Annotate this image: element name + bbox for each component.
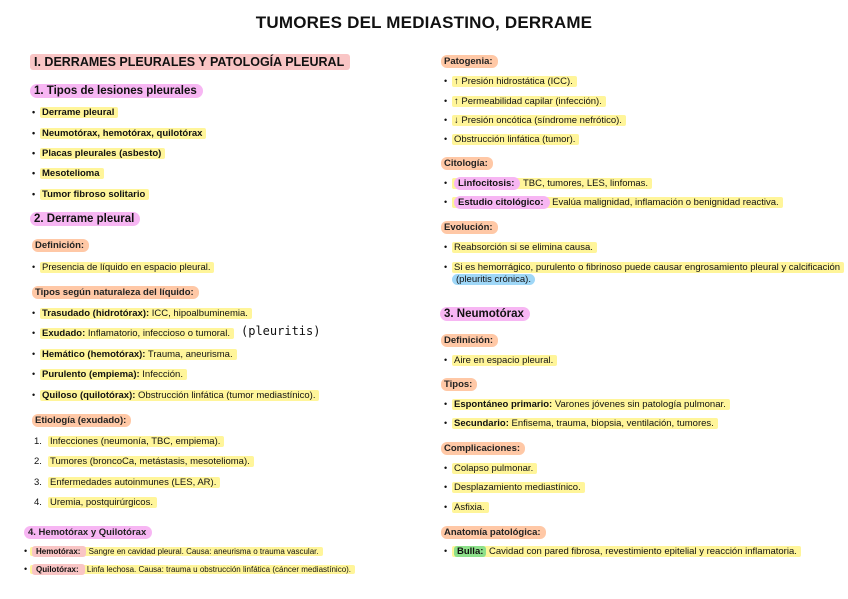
list-item bbox=[444, 502, 489, 513]
list-item bbox=[444, 463, 537, 474]
subsection-4-text: 4. Hemotórax y Quilotórax bbox=[24, 526, 152, 539]
list-item-text bbox=[452, 178, 652, 189]
list-item bbox=[444, 76, 577, 87]
list-item bbox=[24, 564, 355, 574]
bullet-icon: • bbox=[32, 107, 36, 117]
list-item-text: Placas pleurales (asbesto) bbox=[40, 148, 165, 159]
bullet-icon: • bbox=[32, 128, 36, 138]
list-item bbox=[32, 369, 187, 380]
pathogenesis-label-text: Patogenia: bbox=[441, 55, 498, 68]
page-title: TUMORES DEL MEDIASTINO, DERRAME bbox=[255, 13, 593, 32]
list-item-continuation bbox=[452, 274, 535, 285]
definition-label-text: Definición: bbox=[32, 239, 89, 252]
list-item-text: Presencia de líquido en espacio pleural. bbox=[40, 262, 214, 273]
list-item bbox=[444, 115, 626, 126]
pathogenesis-label bbox=[441, 56, 498, 67]
bullet-icon: • bbox=[444, 178, 448, 188]
definition-label bbox=[32, 240, 89, 251]
bullet-icon: • bbox=[444, 242, 448, 252]
pathology-label-text: Anatomía patológica: bbox=[441, 526, 546, 539]
list-item-text bbox=[40, 369, 187, 380]
bullet-icon: • bbox=[444, 546, 448, 556]
list-item bbox=[32, 349, 237, 360]
item-detail: Sangre en cavidad pleural. Causa: aneurisma o trauma vascular. bbox=[86, 547, 319, 556]
item-detail: Enfisema, trauma, biopsia, ventilación, tumores. bbox=[508, 418, 714, 429]
list-item-text: Neumotórax, hemotórax, quilotórax bbox=[40, 128, 206, 139]
item-detail: ICC, hipoalbuminemia. bbox=[149, 308, 248, 319]
numbered-item-text: Tumores (broncoCa, metástasis, mesotelioma). bbox=[48, 456, 254, 467]
list-item-text bbox=[452, 197, 783, 208]
bullet-icon: • bbox=[444, 197, 448, 207]
bullet-icon: • bbox=[444, 418, 448, 428]
list-item bbox=[32, 328, 234, 339]
cytology-label bbox=[441, 158, 493, 169]
item-number: 1. bbox=[34, 436, 42, 447]
list-item-text: Asfixia. bbox=[452, 502, 489, 513]
item-detail: Infección. bbox=[139, 369, 183, 380]
list-item bbox=[32, 390, 319, 401]
list-item-text: ↑ Presión hidrostática (ICC). bbox=[452, 76, 577, 87]
numbered-item bbox=[34, 497, 157, 508]
list-item bbox=[444, 418, 718, 429]
etiology-label bbox=[32, 415, 131, 426]
bullet-icon: • bbox=[444, 262, 448, 272]
bullet-icon: • bbox=[444, 115, 448, 125]
list-item bbox=[32, 128, 206, 139]
list-item-continuation-text: (pleuritis crónica). bbox=[452, 274, 535, 285]
list-item bbox=[444, 242, 597, 253]
list-item-text bbox=[40, 349, 237, 360]
bullet-icon: • bbox=[444, 463, 448, 473]
item-detail: Trauma, aneurisma. bbox=[145, 349, 233, 360]
list-item-text bbox=[452, 418, 718, 429]
item-bold: Hemotórax: bbox=[32, 546, 86, 557]
bullet-icon: • bbox=[32, 189, 36, 199]
bullet-icon: • bbox=[24, 546, 28, 556]
numbered-item bbox=[34, 436, 224, 447]
list-item-text bbox=[452, 546, 801, 557]
bullet-icon: • bbox=[32, 369, 36, 379]
subsection-3-heading bbox=[440, 308, 530, 320]
bullet-icon: • bbox=[32, 168, 36, 178]
bullet-icon: • bbox=[32, 308, 36, 318]
list-item bbox=[444, 134, 579, 145]
pneumothorax-types-label bbox=[441, 379, 477, 390]
list-item-text: ↑ Permeabilidad capilar (infección). bbox=[452, 96, 606, 107]
subsection-2-heading bbox=[30, 213, 140, 225]
list-item bbox=[444, 197, 783, 208]
list-item bbox=[32, 308, 252, 319]
list-item-text bbox=[30, 547, 323, 556]
numbered-item bbox=[34, 456, 254, 467]
bullet-icon: • bbox=[444, 76, 448, 86]
numbered-item-text: Uremia, postquirúrgicos. bbox=[48, 497, 157, 508]
list-item bbox=[32, 107, 118, 118]
pneumothorax-definition-label-text: Definición: bbox=[441, 334, 498, 347]
item-bold: Purulento (empiema): bbox=[42, 369, 140, 380]
list-item bbox=[32, 148, 165, 159]
list-item bbox=[32, 189, 149, 200]
numbered-item bbox=[34, 477, 220, 488]
item-number: 3. bbox=[34, 477, 42, 488]
bullet-icon: • bbox=[32, 328, 36, 338]
subsection-2-text: 2. Derrame pleural bbox=[30, 212, 140, 226]
list-item bbox=[444, 482, 585, 493]
fluid-types-label bbox=[32, 287, 199, 298]
item-number: 2. bbox=[34, 456, 42, 467]
list-item bbox=[444, 262, 844, 273]
etiology-label-text: Etiología (exudado): bbox=[32, 414, 131, 427]
section-1-heading bbox=[30, 55, 350, 69]
cytology-label-text: Citología: bbox=[441, 157, 493, 170]
list-item-text: Si es hemorrágico, purulento o fibrinoso puede causar engrosamiento pleural y calcificación bbox=[452, 262, 844, 273]
item-bold: Exudado: bbox=[42, 328, 86, 339]
list-item-text: Derrame pleural bbox=[40, 107, 118, 118]
item-bold: Hemático (hemotórax): bbox=[42, 349, 146, 360]
bullet-icon: • bbox=[32, 390, 36, 400]
evolution-label bbox=[441, 222, 498, 233]
complications-label bbox=[441, 443, 525, 454]
bullet-icon: • bbox=[444, 502, 448, 512]
bullet-icon: • bbox=[32, 262, 36, 272]
bullet-icon: • bbox=[444, 399, 448, 409]
item-bold: Trasudado (hidrotórax): bbox=[42, 308, 150, 319]
section-1-heading-text: I. DERRAMES PLEURALES Y PATOLOGÍA PLEURAL bbox=[30, 54, 350, 70]
list-item-text: Reabsorción si se elimina causa. bbox=[452, 242, 597, 253]
list-item bbox=[32, 168, 104, 179]
item-bold: Estudio citológico: bbox=[454, 196, 550, 209]
item-bold: Espontáneo primario: bbox=[454, 399, 553, 410]
item-detail: Obstrucción linfática (tumor mediastínico). bbox=[135, 390, 316, 401]
item-bold: Secundario: bbox=[454, 418, 509, 429]
item-detail: Varones jóvenes sin patología pulmonar. bbox=[552, 399, 726, 410]
list-item bbox=[444, 96, 606, 107]
list-item-text bbox=[452, 399, 730, 410]
item-detail: Cavidad con pared fibrosa, revestimiento epitelial y reacción inflamatoria. bbox=[486, 546, 797, 557]
evolution-label-text: Evolución: bbox=[441, 221, 498, 234]
subsection-4-heading bbox=[24, 527, 152, 538]
list-item-text bbox=[40, 328, 234, 339]
list-item-text: Aire en espacio pleural. bbox=[452, 355, 557, 366]
list-item bbox=[444, 355, 557, 366]
complications-label-text: Complicaciones: bbox=[441, 442, 525, 455]
list-item-text: ↓ Presión oncótica (síndrome nefrótico). bbox=[452, 115, 626, 126]
numbered-item-text: Enfermedades autoinmunes (LES, AR). bbox=[48, 477, 220, 488]
item-bold: Quilotórax: bbox=[32, 564, 85, 575]
fluid-types-label-text: Tipos según naturaleza del líquido: bbox=[32, 286, 199, 299]
list-item-text bbox=[30, 565, 355, 574]
item-bold: Linfocitosis: bbox=[454, 177, 520, 190]
item-bold: Bulla: bbox=[454, 546, 486, 557]
list-item-text: Desplazamiento mediastínico. bbox=[452, 482, 585, 493]
list-item-text: Mesotelioma bbox=[40, 168, 104, 179]
list-item-text: Colapso pulmonar. bbox=[452, 463, 537, 474]
handwritten-note: (pleuritis) bbox=[241, 324, 321, 338]
pneumothorax-definition-label bbox=[441, 335, 498, 346]
bullet-icon: • bbox=[444, 134, 448, 144]
bullet-icon: • bbox=[24, 564, 28, 574]
pneumothorax-types-label-text: Tipos: bbox=[441, 378, 477, 391]
item-detail: TBC, tumores, LES, linfomas. bbox=[520, 178, 649, 189]
item-number: 4. bbox=[34, 497, 42, 508]
list-item bbox=[444, 546, 801, 557]
list-item bbox=[24, 546, 323, 556]
subsection-3-text: 3. Neumotórax bbox=[440, 307, 530, 321]
list-item-text bbox=[40, 308, 252, 319]
item-bold: Quiloso (quilotórax): bbox=[42, 390, 136, 401]
item-detail: Evalúa malignidad, inflamación o benignidad reactiva. bbox=[549, 197, 779, 208]
subsection-1-heading bbox=[30, 85, 203, 97]
bullet-icon: • bbox=[32, 148, 36, 158]
pathology-label bbox=[441, 527, 546, 538]
list-item bbox=[444, 399, 730, 410]
bullet-icon: • bbox=[444, 482, 448, 492]
numbered-item-text: Infecciones (neumonía, TBC, empiema). bbox=[48, 436, 224, 447]
bullet-icon: • bbox=[444, 355, 448, 365]
item-detail: Linfa lechosa. Causa: trauma u obstrucción linfática (cáncer mediastínico). bbox=[84, 565, 352, 574]
bullet-icon: • bbox=[444, 96, 448, 106]
list-item bbox=[444, 178, 652, 189]
item-detail: Inflamatorio, infeccioso o tumoral. bbox=[85, 328, 230, 339]
list-item-text bbox=[40, 390, 319, 401]
subsection-1-text: 1. Tipos de lesiones pleurales bbox=[30, 84, 203, 98]
list-item-text: Tumor fibroso solitario bbox=[40, 189, 149, 200]
list-item bbox=[32, 262, 214, 273]
list-item-text: Obstrucción linfática (tumor). bbox=[452, 134, 579, 145]
bullet-icon: • bbox=[32, 349, 36, 359]
